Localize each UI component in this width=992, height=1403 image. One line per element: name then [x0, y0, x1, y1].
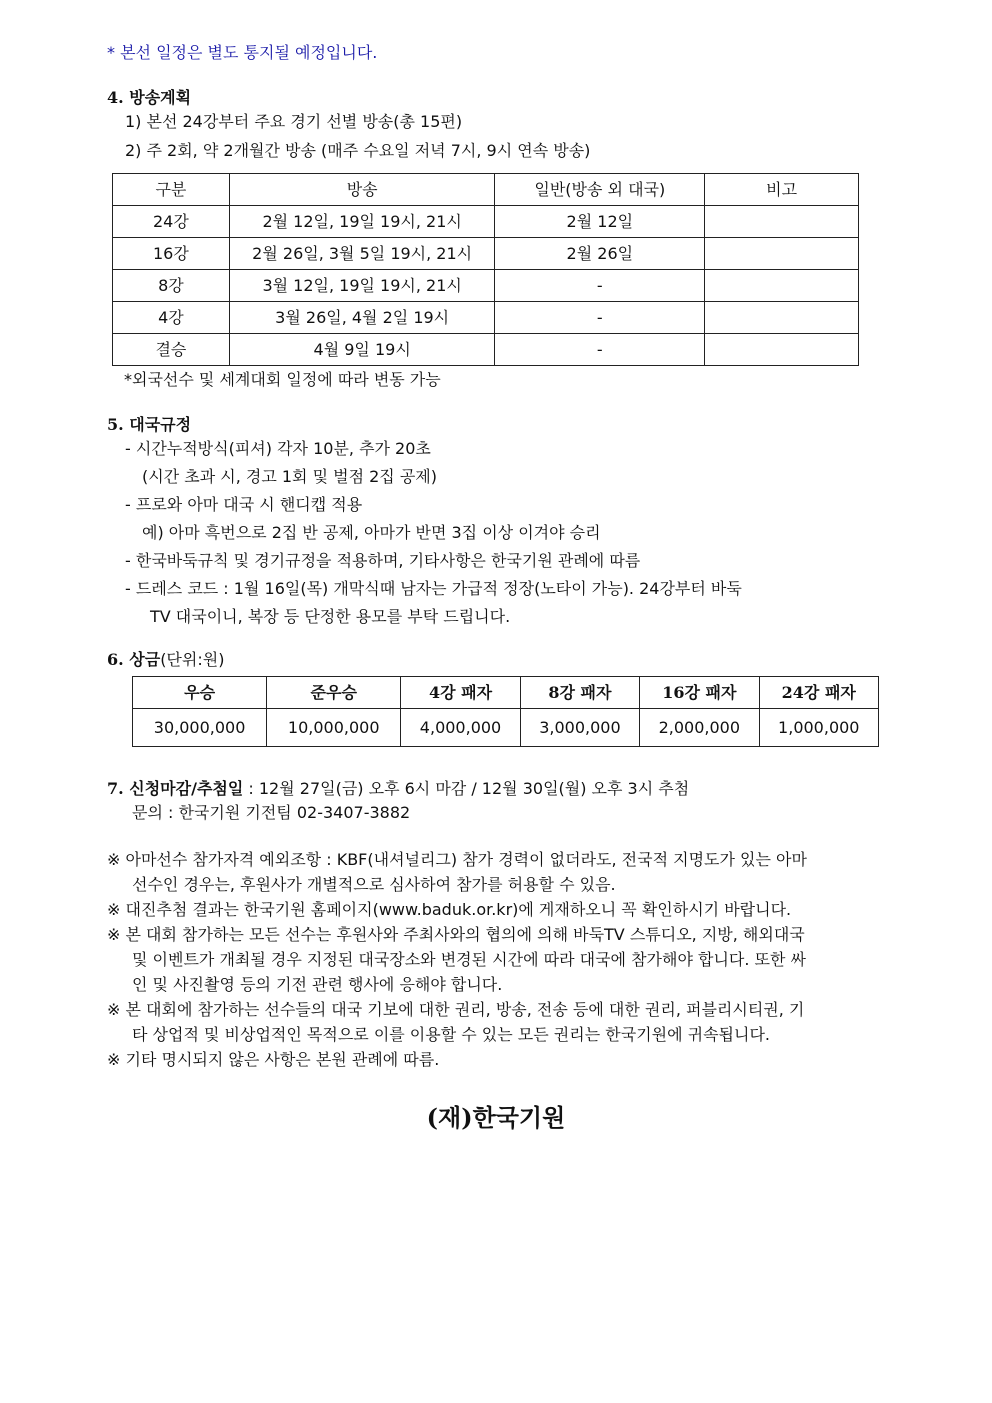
column-header: 24강 패자: [759, 677, 878, 709]
top-note: * 본선 일정은 별도 통지될 예정입니다.: [107, 43, 378, 62]
broadcast-item: 1) 본선 24강부터 주요 경기 선별 방송(총 15편): [125, 112, 463, 131]
table-row: [113, 270, 859, 302]
table-cell: [705, 238, 859, 270]
table-row: [113, 238, 859, 270]
table-cell: 4강: [113, 302, 230, 334]
table-cell: 1,000,000: [759, 709, 878, 747]
table-cell: 4월 9일 19시: [229, 334, 495, 366]
table-header-row: [133, 677, 879, 709]
deadline-text: : 12월 27일(금) 오후 6시 마감 / 12월 30일(월) 오후 3시 추첨: [243, 779, 690, 798]
rule-line: - 한국바둑규칙 및 경기규정을 적용하며, 기타사항은 한국기원 관례에 따름: [125, 551, 641, 570]
table-cell: 3월 12일, 19일 19시, 21시: [229, 270, 495, 302]
broadcast-note: *외국선수 및 세계대회 일정에 따라 변동 가능: [124, 370, 441, 389]
prize-heading: 6. 상금: [107, 650, 161, 669]
table-row: [113, 334, 859, 366]
organization-title: (재)한국기원: [426, 1103, 566, 1132]
broadcast-item: 2) 주 2회, 약 2개월간 방송 (매주 수요일 저녁 7시, 9시 연속 방송): [125, 141, 591, 160]
table-cell: 10,000,000: [267, 709, 401, 747]
note-line: ※ 아마선수 참가자격 예외조항 : KBF(내셔널리그) 참가 경력이 없더라도, 전국적 지명도가 있는 아마: [107, 850, 807, 869]
table-cell: 3월 26일, 4월 2일 19시: [229, 302, 495, 334]
column-header: 8강 패자: [520, 677, 639, 709]
table-cell: 8강: [113, 270, 230, 302]
table-row: [113, 302, 859, 334]
table-cell: -: [495, 334, 705, 366]
table-cell: 4,000,000: [401, 709, 520, 747]
rule-line: (시간 초과 시, 경고 1회 및 벌점 2집 공제): [142, 467, 438, 486]
broadcast-heading: 4. 방송계획: [107, 88, 192, 107]
table-cell: [705, 206, 859, 238]
column-header: 구분: [113, 174, 230, 206]
deadline-heading: 7. 신청마감/추첨일: [107, 779, 244, 798]
table-cell: [705, 270, 859, 302]
table-cell: -: [495, 302, 705, 334]
table-cell: [705, 302, 859, 334]
rule-line: - 프로와 아마 대국 시 핸디캡 적용: [125, 495, 363, 514]
table-row: [133, 709, 879, 747]
rule-line: 예) 아마 흑번으로 2집 반 공제, 아마가 반면 3집 이상 이겨야 승리: [142, 523, 601, 542]
table-cell: 2월 12일: [495, 206, 705, 238]
column-header: 방송: [229, 174, 495, 206]
rule-line: TV 대국이니, 복장 등 단정한 용모를 부탁 드립니다.: [150, 607, 511, 626]
table-cell: 2월 26일, 3월 5일 19시, 21시: [229, 238, 495, 270]
deadline-line: [107, 778, 689, 800]
column-header: 우승: [133, 677, 267, 709]
table-cell: 2,000,000: [640, 709, 759, 747]
rules-heading: 5. 대국규정: [107, 415, 192, 434]
note-line: 선수인 경우는, 후원사가 개별적으로 심사하여 참가를 허용할 수 있음.: [132, 875, 616, 894]
prize-table: [132, 676, 879, 747]
table-cell: [705, 334, 859, 366]
table-cell: -: [495, 270, 705, 302]
note-line: ※ 대진추첨 결과는 한국기원 홈페이지(www.baduk.or.kr)에 게재하오니 꼭 확인하시기 바랍니다.: [107, 900, 792, 919]
note-line: ※ 기타 명시되지 않은 사항은 본원 관례에 따름.: [107, 1050, 440, 1069]
prize-heading-line: [107, 649, 224, 671]
note-line: ※ 본 대회에 참가하는 선수들의 대국 기보에 대한 권리, 방송, 전송 등에 대한 권리, 퍼블리시티권, 기: [107, 1000, 805, 1019]
table-cell: 3,000,000: [520, 709, 639, 747]
contact-line: 문의 : 한국기원 기전팀 02-3407-3882: [132, 803, 411, 822]
column-header: 준우승: [267, 677, 401, 709]
note-line: 타 상업적 및 비상업적인 목적으로 이를 이용할 수 있는 모든 권리는 한국기원에 귀속됩니다.: [132, 1025, 770, 1044]
prize-unit: (단위:원): [160, 650, 225, 669]
note-line: 및 이벤트가 개최될 경우 지정된 대국장소와 변경된 시간에 따라 대국에 참가해야 합니다. 또한 싸: [132, 950, 806, 969]
table-cell: 2월 26일: [495, 238, 705, 270]
column-header: 비고: [705, 174, 859, 206]
column-header: 4강 패자: [401, 677, 520, 709]
table-cell: 30,000,000: [133, 709, 267, 747]
table-header-row: [113, 174, 859, 206]
column-header: 일반(방송 외 대국): [495, 174, 705, 206]
rule-line: - 시간누적방식(피셔) 각자 10분, 추가 20초: [125, 439, 431, 458]
note-line: 인 및 사진촬영 등의 기전 관련 행사에 응해야 합니다.: [132, 975, 503, 994]
table-cell: 2월 12일, 19일 19시, 21시: [229, 206, 495, 238]
table-cell: 결승: [113, 334, 230, 366]
note-line: ※ 본 대회 참가하는 모든 선수는 후원사와 주최사와의 협의에 의해 바둑TV 스튜디오, 지방, 해외대국: [107, 925, 805, 944]
column-header: 16강 패자: [640, 677, 759, 709]
broadcast-schedule-table: [112, 173, 859, 366]
rule-line: - 드레스 코드 : 1월 16일(목) 개막식때 남자는 가급적 정장(노타이 가능). 24강부터 바둑: [125, 579, 742, 598]
table-cell: 24강: [113, 206, 230, 238]
table-row: [113, 206, 859, 238]
table-cell: 16강: [113, 238, 230, 270]
